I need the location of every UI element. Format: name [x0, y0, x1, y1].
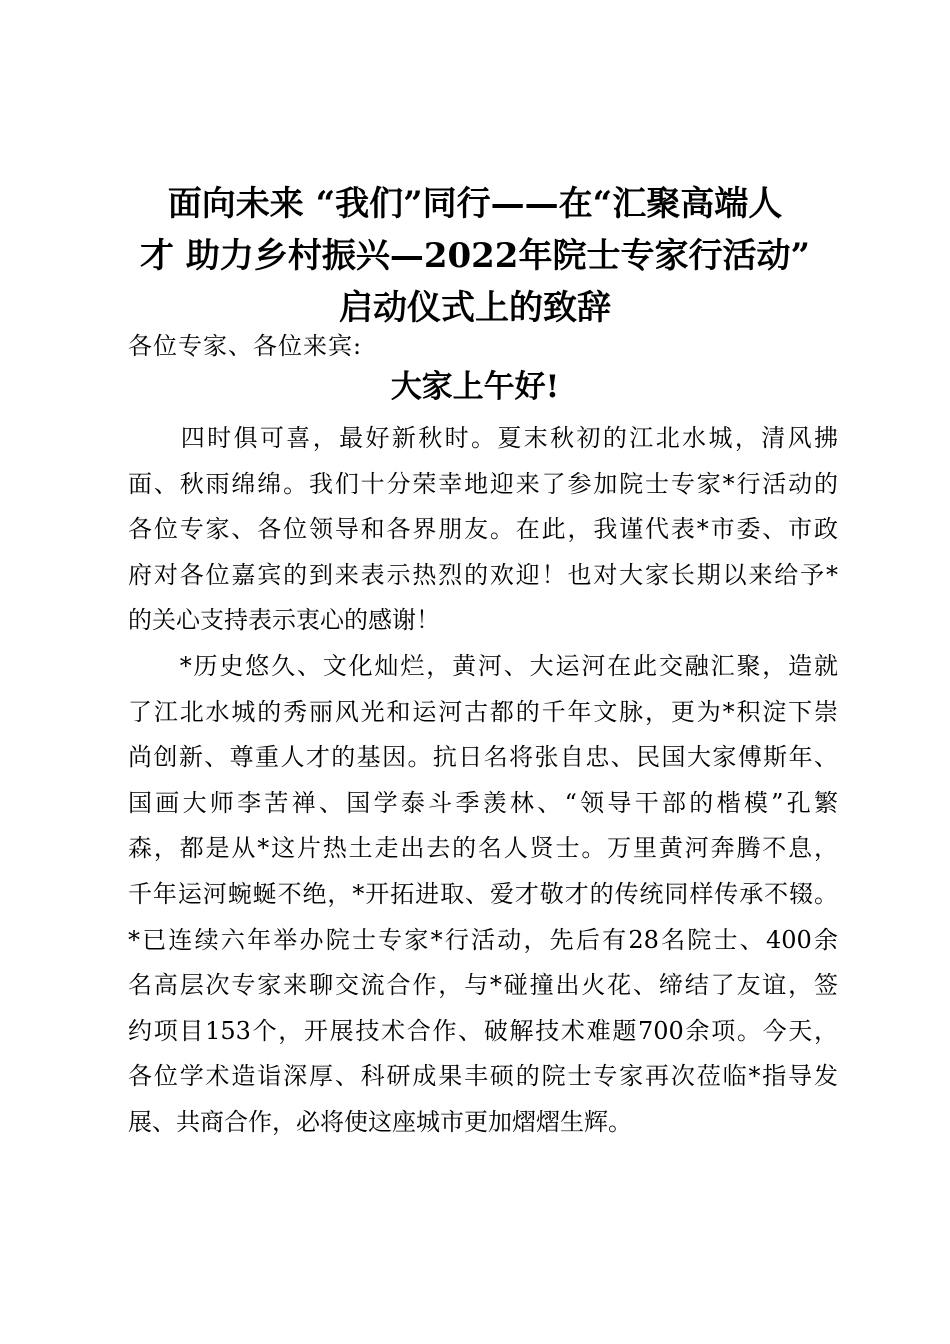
paragraph-line: 了江北水城的秀丽风光和运河古都的千年文脉，更为*积淀下崇 [128, 697, 838, 726]
paragraph-line: 四时俱可喜，最好新秋时。夏末秋初的江北水城，清风拂 [128, 424, 838, 452]
paragraph-line: *已连续六年举办院士专家*行活动，先后有28名院士、400余 [128, 925, 838, 954]
paragraph-1 [128, 416, 838, 644]
paragraph-line: 展、共商合作，必将使这座城市更加熠熠生辉。 [128, 1107, 632, 1136]
title-line: 启动仪式上的致辞 [339, 288, 611, 328]
paragraph-line: 国画大师李苦禅、国学泰斗季羡林、“领导干部的楷模”孔繁 [128, 788, 838, 817]
salutation: 各位专家、各位来宾: [128, 332, 363, 360]
paragraph-line: 各位学术造诣深厚、科研成果丰硕的院士专家再次莅临*指导发 [128, 1062, 838, 1091]
title-line: 才 助力乡村振兴—2022年院士专家行活动” [139, 236, 811, 276]
paragraph-line: 府对各位嘉宾的到来表示热烈的欢迎！也对大家长期以来给予* [128, 560, 838, 589]
paragraph-line: 面、秋雨绵绵。我们十分荣幸地迎来了参加院士专家*行活动的 [128, 469, 838, 498]
paragraph-line: 名高层次专家来聊交流合作，与*碰撞出火花、缔结了友谊，签 [128, 971, 838, 1000]
paragraph-line: *历史悠久、文化灿烂，黄河、大运河在此交融汇聚，造就 [128, 652, 838, 680]
speech-title [120, 178, 830, 334]
paragraph-line: 各位专家、各位领导和各界朋友。在此，我谨代表*市委、市政 [128, 515, 838, 544]
paragraph-line: 尚创新、尊重人才的基因。抗日名将张自忠、民国大家傅斯年、 [128, 743, 838, 772]
paragraph-line: 的关心支持表示衷心的感谢！ [128, 606, 440, 635]
title-line: 面向未来 “我们”同行——在“汇聚高端人 [167, 184, 783, 224]
paragraph-2 [128, 644, 838, 1146]
paragraph-line: 千年运河蜿蜒不绝，*开拓进取、爱才敬才的传统同样传承不辍。 [128, 879, 838, 908]
paragraph-line: 约项目153个，开展技术合作、破解技术难题700余项。今天， [128, 1016, 838, 1045]
greeting-heading: 大家上午好! [390, 369, 560, 405]
paragraph-line: 森，都是从*这片热土走出去的名人贤士。万里黄河奔腾不息， [128, 834, 838, 863]
